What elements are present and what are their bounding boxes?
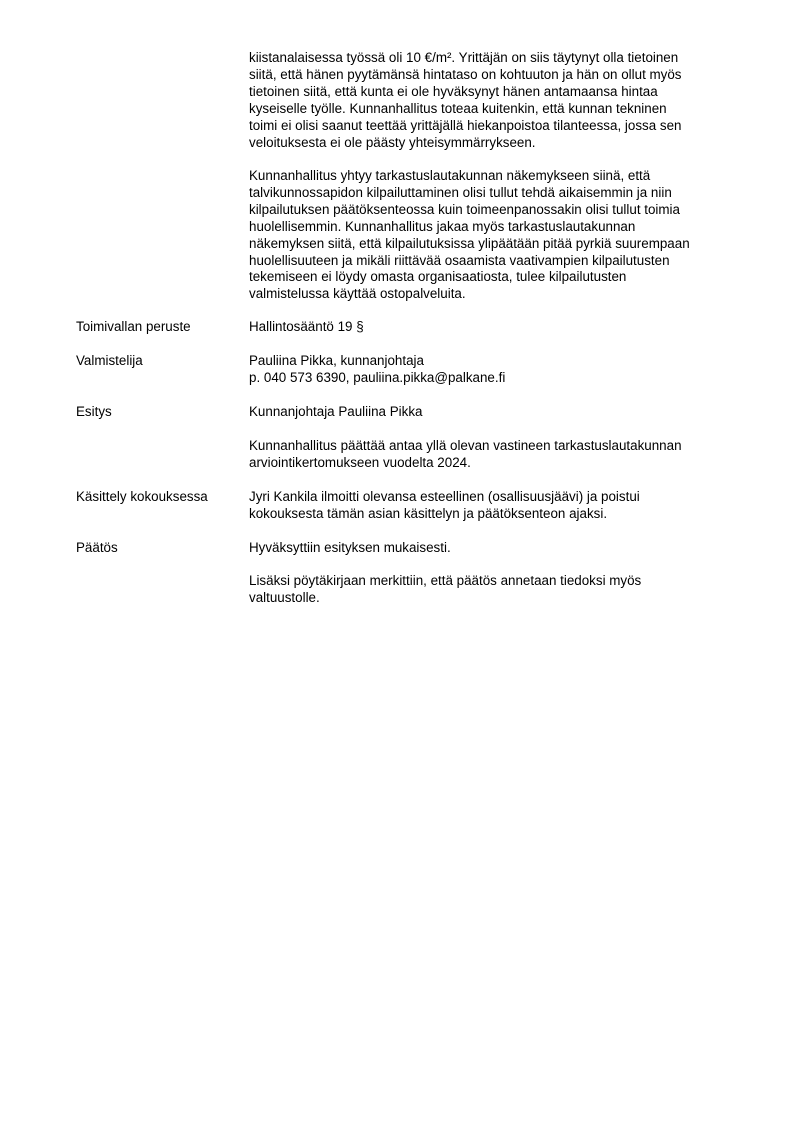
text-line: Hyväksyttiin esityksen mukaisesti. bbox=[249, 540, 451, 555]
esitys-label: Esitys bbox=[76, 404, 112, 419]
text-line: kilpailutuksen päätöksenteossa kuin toimeenpanossakin olisi tullut toimia bbox=[249, 201, 680, 217]
text-line: toimi ei olisi saanut teettää yrittäjällä hiekanpoistoa tilanteessa, jossa sen bbox=[249, 117, 682, 133]
text-line: veloituksesta ei ole päästy yhteisymmärrykseen. bbox=[249, 134, 536, 150]
paatos-label: Päätös bbox=[76, 540, 118, 555]
text-line: Kunnanjohtaja Pauliina Pikka bbox=[249, 404, 423, 419]
valmistelija-label: Valmistelija bbox=[76, 353, 143, 368]
valmistelija-value bbox=[249, 353, 749, 387]
esitys-proposal bbox=[249, 438, 749, 472]
text-line: Lisäksi pöytäkirjaan merkittiin, että päätös annetaan tiedoksi myös bbox=[249, 573, 642, 588]
text-line: siitä, että hänen pyytämänsä hintataso on kohtuuton ja hän on ollut myös bbox=[249, 66, 682, 82]
kasittely-label: Käsittely kokouksessa bbox=[76, 489, 208, 504]
text-line: talvikunnossapidon kilpailuttaminen olisi tullut tehdä aikaisemmin ja niin bbox=[249, 184, 672, 200]
paatos-note bbox=[249, 573, 749, 607]
text-line: arviointikertomukseen vuodelta 2024. bbox=[249, 454, 471, 470]
opinion-paragraph bbox=[249, 168, 749, 303]
text-line: Kunnanhallitus päättää antaa yllä olevan vastineen tarkastuslautakunnan bbox=[249, 438, 682, 453]
toimivalta-value bbox=[249, 319, 749, 336]
esitys-presenter bbox=[249, 404, 749, 421]
preparer-contact: p. 040 573 6390, pauliina.pikka@palkane.fi bbox=[249, 369, 506, 385]
text-line: kokouksesta tämän asian käsittelyn ja päätöksenteon ajaksi. bbox=[249, 505, 608, 521]
text-line: Kunnanhallitus yhtyy tarkastuslautakunnan näkemykseen siinä, että bbox=[249, 168, 651, 183]
text-line: Jyri Kankila ilmoitti olevansa esteellinen (osallisuusjäävi) ja poistui bbox=[249, 489, 640, 504]
text-line: huolellisuuteen ja mikäli riittävää osaamista vaativampien kilpailutusten bbox=[249, 252, 670, 268]
text-line: huolellisemmin. Kunnanhallitus jakaa myös tarkastuslautakunnan bbox=[249, 218, 636, 234]
text-line: valmistelussa käyttää ostopalveluita. bbox=[249, 286, 466, 302]
text-line: kyseiselle työlle. Kunnanhallitus toteaa kuitenkin, että kunnan tekninen bbox=[249, 100, 667, 116]
toimivalta-label: Toimivallan peruste bbox=[76, 319, 191, 334]
kasittely-value bbox=[249, 489, 749, 523]
preparer-name: Pauliina Pikka, kunnanjohtaja bbox=[249, 353, 424, 368]
text-line: tekemiseen ei löydy omasta organisaatiosta, tulee kilpailutusten bbox=[249, 269, 627, 285]
text-line: kiistanalaisessa työssä oli 10 €/m². Yrittäjän on siis täytynyt olla tietoinen bbox=[249, 50, 679, 65]
text-line: näkemyksen siitä, että kilpailutuksissa ylipäätään pitää pyrkiä suurempaan bbox=[249, 235, 690, 251]
text-line: tietoinen siitä, että kunta ei ole hyväksynyt hänen antamaansa hintaa bbox=[249, 83, 658, 99]
paatos-decision bbox=[249, 540, 749, 557]
text-line: valtuustolle. bbox=[249, 589, 320, 605]
continued-paragraph bbox=[249, 50, 749, 151]
text-line: Hallintosääntö 19 § bbox=[249, 319, 364, 334]
